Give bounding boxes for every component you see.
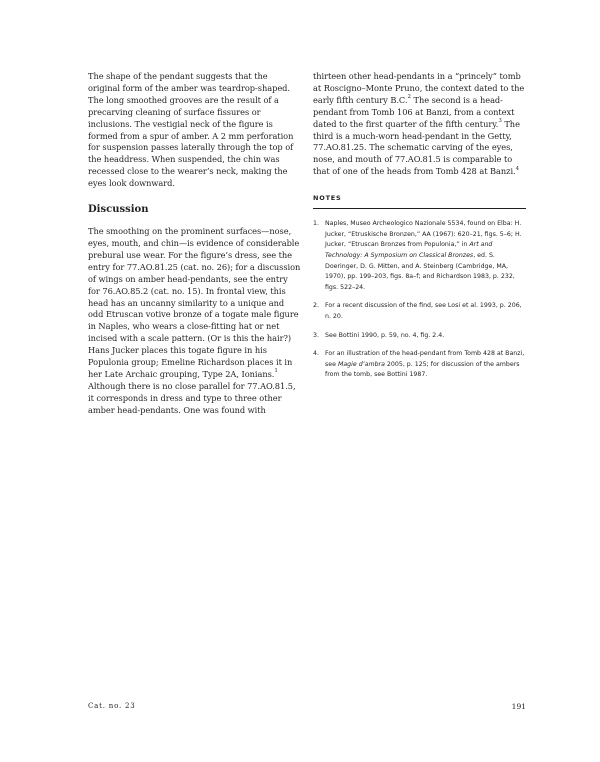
note-text-end: 2005, p. 125; for discussion of the ambers from the tomb, see Bottini 1987.	[325, 360, 520, 379]
note-item	[313, 331, 526, 342]
discussion-heading: Discussion	[88, 204, 149, 216]
continued-text-3: The third is a much-worn head-pendant in the Getty, 77.AO.81.25. The schematic carving of the eyes, nose, and mouth of 77.AO.81.5 is comparable to that of one of the heads from Tomb 428 at Banzi.	[313, 118, 520, 177]
discussion-text-end: Although there is no close parallel for 77.AO.81.5, it corresponds in dress and type to three other amber head-pendants. One was found with	[88, 380, 296, 415]
note-text: See Bottini 1990, p. 59, no. 4, fig. 2.4.	[325, 331, 445, 339]
page-number: 191	[511, 702, 526, 711]
catalog-number-footer: Cat. no. 23	[88, 702, 136, 710]
note-item	[313, 349, 526, 381]
footnote-ref-1[interactable]: 1	[274, 368, 278, 375]
note-item	[313, 219, 526, 293]
note-number: 3.	[313, 331, 319, 339]
footnote-ref-2[interactable]: 2	[407, 94, 411, 101]
continued-text-1: thirteen other head-pendants in a “princely” tomb at Roscigno–Monte Pruno, the context dated to the early fifth century B.C.	[313, 71, 525, 105]
continued-paragraph	[313, 71, 526, 178]
right-column	[313, 71, 526, 389]
note-text: Naples, Museo Archeologico Nazionale 5534, found on Elba: H. Jucker, “Etruskische Bronzen,” AA (1967): 620–21, figs. 5–6; H. Jucker, “Etruscan Bronzes from Populonia,” in	[325, 220, 522, 249]
note-number: 1.	[313, 220, 319, 228]
footnote-ref-3[interactable]: 3	[498, 117, 502, 124]
note-text-end: , ed. S. Doeringer, D. G. Mitten, and A. Steinberg (Cambridge, MA, 1970), pp. 199–203, figs. 8a–f; and Richardson 1983, p. 232, figs. 522–24.	[325, 251, 515, 291]
left-column	[88, 71, 302, 417]
footnote-ref-4[interactable]: 4	[515, 165, 520, 172]
notes-heading: NOTES	[313, 194, 526, 209]
note-item	[313, 301, 526, 322]
note-title: Art and Technology: A Symposium on Classical Bronzes	[325, 241, 493, 259]
note-text: For an illustration of the head-pendant from Tomb 428 at Banzi, see	[325, 350, 525, 368]
note-number: 2.	[313, 302, 319, 310]
note-text: For a recent discussion of the find, see Losi et al. 1993, p. 206, n. 20.	[325, 302, 522, 320]
notes-list	[313, 219, 526, 381]
discussion-text: The smoothing on the prominent surfaces—nose, eyes, mouth, and chin—is evidence of considerable prebural use wear. For the figure’s dress, see the entry for 77.AO.81.25 (cat. no. 26); for a discussion of wings on amber head-pendants, see the entry for 76.AO.85.2 (cat. no. 15). In frontal view, this head has an uncanny similarity to a unique and odd Etruscan votive bronze of a togate male figure in Naples, who wears a close-fitting hat or net incised with a scale pattern. (Or is this the hair?) Hans Jucker places this togate figure in his Populonia group; Emeline Richardson places it in her Late Archaic grouping, Type 2A, Ionians.	[88, 226, 301, 379]
discussion-paragraph	[88, 226, 302, 417]
note-title: Magie d’ambra	[337, 360, 385, 368]
continued-text-2: The second is a head-pendant from Tomb 106 at Banzi, from a context dated to the first quarter of the fifth century.	[313, 94, 515, 129]
note-number: 4.	[313, 350, 319, 358]
description-paragraph: The shape of the pendant suggests that the original form of the amber was teardrop-shaped. The long smoothed grooves are the result of a precarving cleaning of surface fissures or inclusions. The vestigial neck of the figure is formed from a spur of amber. A 2 mm perforation for suspension passes laterally through the top of the headdress. When suspended, the chin was recessed close to the wearer’s neck, making the eyes look downward.	[88, 71, 294, 189]
